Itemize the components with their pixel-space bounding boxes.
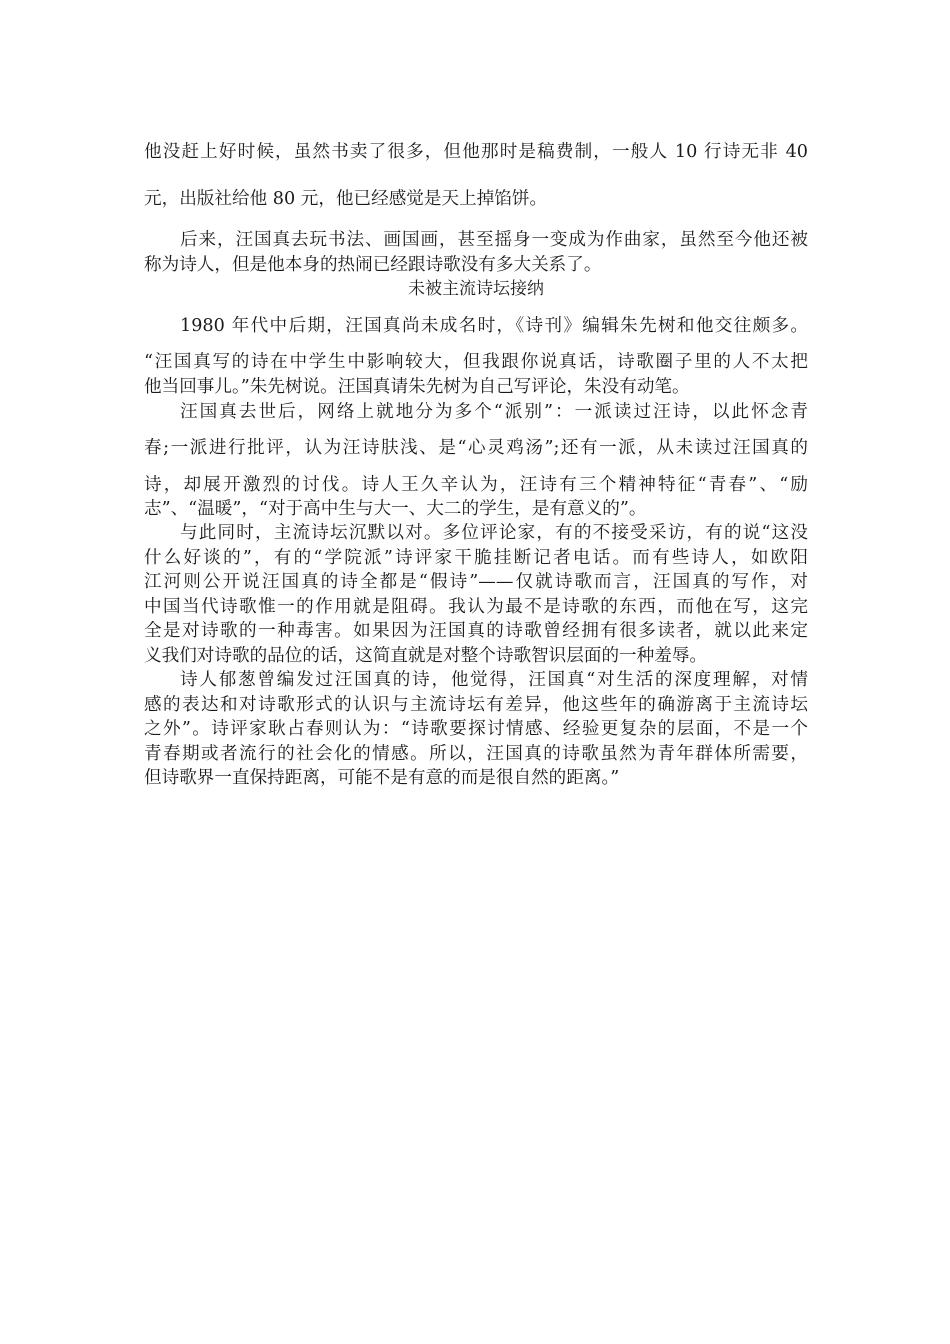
- paragraph-first-line: 诗人郁葱曾编发过汪国真的诗，他觉得，汪国真“对生活的深度理解，对情: [180, 670, 808, 690]
- text-line: 江河则公开说汪国真的诗全都是“假诗”——仅就诗歌而言，汪国真的写作，对: [144, 572, 808, 592]
- paragraph-first-line: 后来，汪国真去玩书法、画国画，甚至摇身一变成为作曲家，虽然至今他还被: [180, 230, 808, 250]
- text-line: 他没赶上好时候，虽然书卖了很多，但他那时是稿费制，一般人 10 行诗无非 40: [144, 142, 808, 162]
- text-line: 全是对诗歌的一种毒害。如果因为汪国真的诗歌曾经拥有很多读者，就以此来定: [144, 621, 808, 641]
- text-line: 他当回事儿。”朱先树说。汪国真请朱先树为自己写评论，朱没有动笔。: [144, 377, 690, 397]
- text-line: 元，出版社给他 80 元，他已经感觉是天上掉馅饼。: [144, 189, 548, 209]
- text-line: 但诗歌界一直保持距离，可能不是有意的而是很自然的距离。”: [144, 768, 620, 788]
- paragraph-first-line: 1980 年代中后期，汪国真尚未成名时，《诗刊》编辑朱先树和他交往颇多。: [180, 316, 808, 336]
- text-line: 中国当代诗歌惟一的作用就是阻碍。我认为最不是诗歌的东西，而他在写，这完: [144, 597, 808, 617]
- paragraph-first-line: 汪国真去世后，网络上就地分为多个“派别”：一派读过汪诗，以此怀念青: [180, 402, 808, 422]
- text-line: 称为诗人，但是他本身的热闹已经跟诗歌没有多大关系了。: [144, 255, 602, 275]
- text-line: 之外”。诗评家耿占春则认为：“诗歌要探讨情感、经验更复杂的层面，不是一个: [144, 719, 808, 739]
- text-line: 感的表达和对诗歌形式的认识与主流诗坛有差异，他这些年的确游离于主流诗坛: [144, 695, 808, 715]
- text-line: 什么好谈的”，有的“学院派”诗评家干脆挂断记者电话。而有些诗人，如欧阳: [144, 548, 808, 568]
- text-line: 青春期或者流行的社会化的情感。所以，汪国真的诗歌虽然为青年群体所需要，: [144, 744, 808, 764]
- text-line: 志”、“温暖”，“对于高中生与大一、大二的学生，是有意义的”。: [144, 499, 647, 519]
- paragraph-first-line: 与此同时，主流诗坛沉默以对。多位评论家，有的不接受采访，有的说“这没: [180, 523, 808, 543]
- text-line: “汪国真写的诗在中学生中影响较大，但我跟你说真话，诗歌圈子里的人不太把: [144, 352, 808, 372]
- text-line: 义我们对诗歌的品位的话，这简直就是对整个诗歌智识层面的一种羞辱。: [144, 646, 708, 666]
- section-heading: 未被主流诗坛接纳: [408, 279, 544, 299]
- text-line: 诗，却展开激烈的讨伐。诗人王久辛认为，汪诗有三个精神特征“青春”、“励: [144, 475, 808, 495]
- text-line: 春;一派进行批评，认为汪诗肤浅、是“心灵鸡汤”;还有一派，从未读过汪国真的: [144, 438, 808, 458]
